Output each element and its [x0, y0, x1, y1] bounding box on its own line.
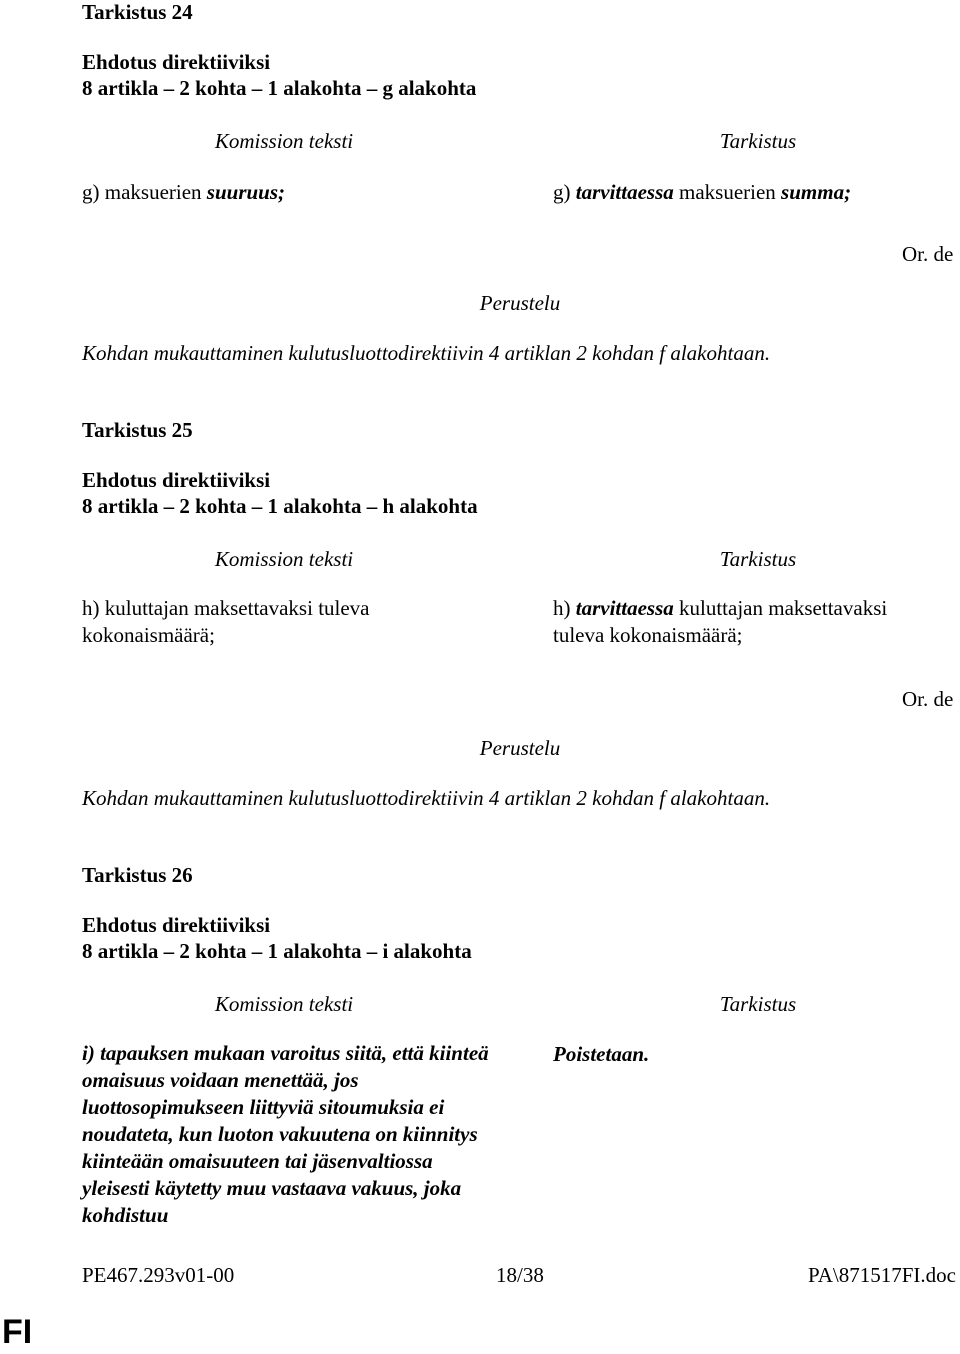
amendment-26-proposal: Ehdotus direktiiviksi: [82, 913, 271, 937]
amendment-26-commission-text: i) tapauksen mukaan varoitus siitä, että kiinteä omaisuus voidaan menettää, jos luottosopimukseen liittyviä sitoumuksia ei noudateta, kun luoton vakuutena on kiinnitys kiinteään omaisuuteen tai jäsenvaltiossa yleisesti käytetty muu vastaava vakuus, joka kohdistuu: [82, 1041, 489, 1227]
amendment-26-title: Tarkistus 26: [82, 863, 193, 887]
amendment-25-original-language: Or. de: [902, 687, 954, 711]
amendment-24-amendment-header: Tarkistus: [719, 129, 797, 153]
amendment-24-commission-text: g) maksuerien suuruus;: [82, 180, 286, 204]
amendment-24-justification: Kohdan mukauttaminen kulutusluottodirektiivin 4 artiklan 2 kohdan f alakohtaan.: [82, 341, 771, 365]
amendment-25-commission-header: Komission teksti: [214, 547, 354, 571]
footer-page-number: 18/38: [496, 1263, 544, 1287]
amendment-24-original-language: Or. de: [902, 242, 954, 266]
amendment-26-amendment-text: Poistetaan.: [553, 1042, 650, 1066]
amendment-26-commission-header: Komission teksti: [214, 992, 354, 1016]
amendment-25-amendment-header: Tarkistus: [719, 547, 797, 571]
amendment-24-title: Tarkistus 24: [82, 0, 193, 24]
amendment-25-title: Tarkistus 25: [82, 418, 193, 442]
amendment-26-reference: 8 artikla – 2 kohta – 1 alakohta – i alakohta: [82, 939, 472, 963]
amendment-24-proposal: Ehdotus direktiiviksi: [82, 50, 271, 74]
footer-language-code: FI: [2, 1313, 33, 1351]
amendment-25-amendment-text: h) tarvittaessa kuluttajan maksettavaksi tuleva kokonaismäärä;: [553, 596, 888, 647]
amendment-26-amendment-header: Tarkistus: [719, 992, 797, 1016]
amendment-24-amendment-text: g) tarvittaessa maksuerien summa;: [553, 180, 852, 204]
amendment-24-justification-label: Perustelu: [479, 291, 561, 315]
footer-doc-ref: PE467.293v01-00: [82, 1263, 235, 1287]
amendment-25-justification: Kohdan mukauttaminen kulutusluottodirektiivin 4 artiklan 2 kohdan f alakohtaan.: [82, 786, 771, 810]
amendment-25-proposal: Ehdotus direktiiviksi: [82, 468, 271, 492]
amendment-24-commission-header: Komission teksti: [214, 129, 354, 153]
amendment-24-reference: 8 artikla – 2 kohta – 1 alakohta – g alakohta: [82, 76, 477, 100]
footer-file-name: PA\871517FI.doc: [808, 1263, 956, 1287]
amendment-25-justification-label: Perustelu: [479, 736, 561, 760]
amendment-25-commission-text: h) kuluttajan maksettavaksi tuleva kokonaismäärä;: [82, 596, 370, 647]
amendment-25-reference: 8 artikla – 2 kohta – 1 alakohta – h alakohta: [82, 494, 478, 518]
